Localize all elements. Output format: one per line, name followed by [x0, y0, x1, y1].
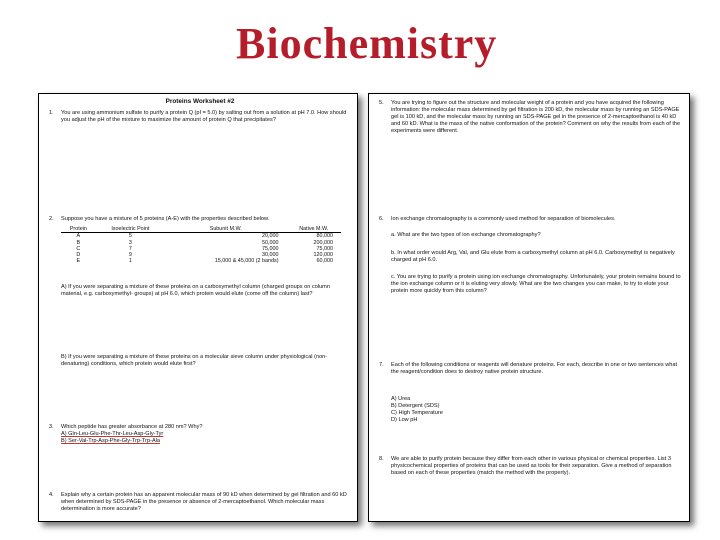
question-5 — [379, 100, 683, 135]
question-2 — [49, 216, 351, 223]
sub-text: If you were separating a mixture of these proteins on a molecular sieve column under physiological (non-denaturing) conditions, which protein would elute first? — [61, 354, 328, 367]
question-text: Each of the following conditions or reagents will denature proteins. For each, describe in one or two sentences what the reagent/condition does to destroy native protein structure. — [391, 362, 678, 375]
table-cell: 200,000 — [313, 239, 333, 246]
question-text: Which peptide has greater absorbance at 280 nm? Why? — [61, 424, 203, 430]
table-cell: 3 — [128, 239, 132, 246]
table-header: Subunit M.W. — [165, 226, 287, 233]
question-number: 8. — [379, 456, 384, 462]
question-number: 7. — [379, 362, 384, 368]
worksheet-page-right — [368, 93, 690, 522]
table-cell: C — [76, 245, 81, 252]
table-cell: 7 — [128, 245, 132, 252]
question-6c: c. You are trying to purify a protein using ion exchange chromatography. Unfortunately, your protein remains bound to the ion exchange column or it is eluting very slowly. What are the two changes you can make, to try to elute your protein more quickly from this column? — [391, 274, 681, 294]
list-item: A) Urea — [391, 396, 411, 402]
biochemistry-logo — [236, 14, 498, 76]
table-cell: 50,000 — [262, 239, 279, 246]
question-4 — [49, 492, 351, 513]
table-cell: 15,000 & 45,000 (2 bands) — [214, 258, 279, 265]
logo-text: Biochemistry — [236, 19, 498, 68]
table-cell: 9 — [128, 252, 132, 259]
question-number: 5. — [379, 100, 384, 106]
question-6 — [379, 216, 683, 223]
question-3 — [49, 424, 351, 445]
question-text: You are trying to figure out the structure and molecular weight of a protein and you have acquired the following information: the molecular mass determined by gel filtration is 200 kD, the molecular mass by running an SDS-PAGE gel is 100 kD, and the molecular mass by running an SDS-PAGE gel in the presence of 2-mercaptoethanol is 40 kD and 60 kD. What is the mass of the native conformation of the protein? Comment on why the results from each of the experiments were different. — [391, 100, 681, 134]
question-number: 6. — [379, 216, 384, 222]
question-8 — [379, 456, 683, 477]
question-text: You are using ammonium sulfate to purify a protein Q (pI = 5.0) by salting out from a solution at pH 7.0. How should you adjust the pH of the mixture to maximize the amount of protein Q that precipitates? — [61, 110, 347, 123]
question-2a — [61, 284, 351, 298]
question-6b: b. In what order would Arg, Val, and Glu elute from a carboxymethyl column at pH 6.0. Carboxymethyl is negatively charged at pH 6.0. — [391, 250, 675, 263]
table-cell: 75,000 — [262, 245, 279, 252]
question-number: 3. — [49, 424, 54, 430]
question-number: 4. — [49, 492, 54, 498]
table-row — [61, 258, 341, 264]
question-number: 1. — [49, 110, 54, 116]
table-cell: 5 — [128, 233, 132, 240]
question-6a: a. What are the two types of ion exchange chromatography? — [391, 232, 541, 238]
table-cell: 1 — [128, 258, 132, 265]
worksheet-title: Proteins Worksheet #2 — [165, 98, 235, 105]
table-header: Native M.W. — [287, 226, 341, 233]
table-header-row — [61, 226, 341, 233]
list-item: B) Detergent (SDS) — [391, 403, 440, 409]
list-item: C) High Temperature — [391, 410, 443, 416]
table-cell: 20,000 — [262, 233, 279, 240]
table-cell: 75,000 — [316, 245, 333, 252]
peptide-b: B) Ser-Val-Trp-Asp-Phe-Gly-Trp-Trp-Ala — [61, 438, 161, 444]
table-cell: 120,000 — [313, 252, 333, 259]
table-cell: A — [76, 233, 81, 240]
question-number: 2. — [49, 216, 54, 222]
question-1 — [49, 110, 351, 124]
question-text: We are able to purify protein because they differ from each other in various physical or chemical properties. List 3 physicochemical properties of proteins that can be used as tools for their separation. Give a method of separation based on each of these properties (match the method with the property). — [391, 456, 672, 476]
question-7 — [379, 362, 683, 376]
sub-label: A) — [61, 284, 67, 290]
sub-text: If you were separating a mixture of these proteins on a carboxymethyl column (charged groups on column material, e.g. carboxymethyl- groups) at pH 6.0, which protein would elute (come off the column) last? — [61, 284, 330, 297]
table-cell: E — [76, 258, 81, 265]
table-header: Isoelectric Point — [96, 226, 165, 233]
denaturant-list — [391, 396, 683, 424]
table-cell: 60,000 — [316, 258, 333, 265]
list-item: D) Low pH — [391, 417, 418, 423]
protein-properties-table — [61, 226, 341, 265]
sub-label: B) — [61, 354, 67, 360]
worksheet-page-left — [38, 93, 358, 522]
table-cell: D — [76, 252, 81, 259]
question-text: Suppose you have a mixture of 5 proteins (A-E) with the properties described below. — [61, 216, 270, 222]
table-row — [61, 233, 341, 240]
question-text: Ion exchange chromatography is a commonly used method for separation of biomolecules. — [391, 216, 616, 222]
table-header: Protein — [61, 226, 96, 233]
table-cell: 30,000 — [262, 252, 279, 259]
question-text: Explain why a certain protein has an apparent molecular mass of 90 kD when determined by gel filtration and 60 kD when determined by SDS-PAGE in the presence or absence of 2-mercaptoethanol. Which molecular mass determination is more accurate? — [61, 492, 347, 512]
question-2b — [61, 354, 351, 368]
peptide-a: A) Gln-Leu-Glu-Phe-Thr-Leu-Asp-Gly-Tyr — [61, 431, 164, 437]
table-cell: B — [76, 239, 81, 246]
table-cell: 80,000 — [316, 233, 333, 240]
